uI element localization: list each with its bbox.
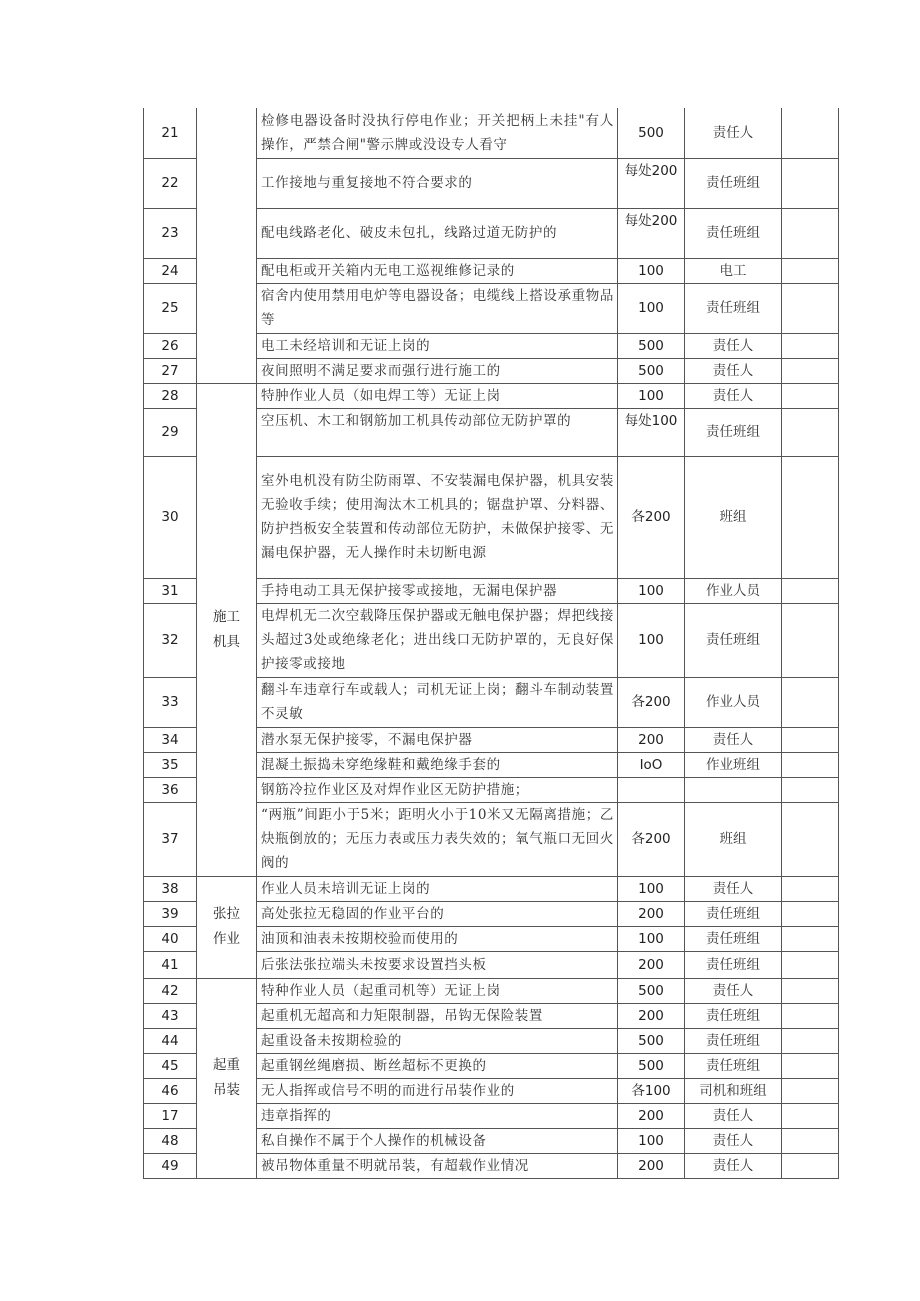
category-label: 张拉作业 — [213, 906, 240, 947]
remarks-cell — [782, 383, 839, 408]
responsible-party: 责任班组 — [685, 208, 782, 258]
row-number: 17 — [144, 1103, 197, 1128]
row-number: 38 — [144, 876, 197, 901]
violation-description: 高处张拉无稳固的作业平台的 — [257, 901, 618, 926]
responsible-party: 责任班组 — [685, 603, 782, 677]
remarks-cell — [782, 358, 839, 383]
penalty-amount: 200 — [618, 1103, 685, 1128]
remarks-cell — [782, 333, 839, 358]
row-number: 29 — [144, 408, 197, 456]
row-number: 45 — [144, 1053, 197, 1078]
penalty-amount: 每处200 — [618, 158, 685, 208]
violation-description: 起重机无超高和力矩限制器，吊钩无保险装置 — [257, 1003, 618, 1028]
table-row — [144, 876, 839, 901]
remarks-cell — [782, 777, 839, 802]
penalty-amount: 每处100 — [618, 408, 685, 456]
table-row — [144, 108, 839, 158]
penalty-amount — [618, 777, 685, 802]
violation-description: 起重钢丝绳磨损、断丝超标不更换的 — [257, 1053, 618, 1078]
row-number: 22 — [144, 158, 197, 208]
row-number: 46 — [144, 1078, 197, 1103]
violation-description: 宿舍内使用禁用电炉等电器设备；电缆线上搭设承重物品等 — [257, 283, 618, 333]
responsible-party: 责任班组 — [685, 1053, 782, 1078]
violation-description: 无人指挥或信号不明的而进行吊装作业的 — [257, 1078, 618, 1103]
violation-description: 潜水泵无保护接零，不漏电保护器 — [257, 727, 618, 752]
remarks-cell — [782, 1153, 839, 1178]
remarks-cell — [782, 1053, 839, 1078]
remarks-cell — [782, 727, 839, 752]
violation-description: 电焊机无二次空载降压保护器或无触电保护器；焊把线接头超过3处或绝缘老化；进出线口无防护罩的，无良好保护接零或接地 — [257, 603, 618, 677]
responsible-party: 责任人 — [685, 333, 782, 358]
row-number: 48 — [144, 1128, 197, 1153]
row-number: 42 — [144, 978, 197, 1003]
row-number: 26 — [144, 333, 197, 358]
violation-description: 起重设备未按期检验的 — [257, 1028, 618, 1053]
penalty-amount: 100 — [618, 283, 685, 333]
violation-description: 后张法张拉端头未按要求设置挡头板 — [257, 951, 618, 978]
violation-description: 被吊物体重量不明就吊装，有超载作业情况 — [257, 1153, 618, 1178]
remarks-cell — [782, 578, 839, 603]
violation-description: 翻斗车违章行车或载人；司机无证上岗；翻斗车制动装置不灵敏 — [257, 677, 618, 727]
row-number: 39 — [144, 901, 197, 926]
violation-description: 手持电动工具无保护接零或接地，无漏电保护器 — [257, 578, 618, 603]
row-number: 21 — [144, 108, 197, 158]
responsible-party: 责任班组 — [685, 901, 782, 926]
remarks-cell — [782, 603, 839, 677]
remarks-cell — [782, 926, 839, 951]
remarks-cell — [782, 1078, 839, 1103]
responsible-party: 责任人 — [685, 727, 782, 752]
violation-description: 特肿作业人员（如电焊工等）无证上岗 — [257, 383, 618, 408]
penalty-table — [143, 108, 839, 1179]
row-number: 27 — [144, 358, 197, 383]
penalty-amount: 100 — [618, 258, 685, 283]
row-number: 41 — [144, 951, 197, 978]
violation-description: 配电柜或开关箱内无电工巡视维修记录的 — [257, 258, 618, 283]
category-cell-tension — [197, 876, 257, 978]
responsible-party: 班组 — [685, 802, 782, 876]
row-number: 37 — [144, 802, 197, 876]
penalty-amount: 各200 — [618, 456, 685, 578]
remarks-cell — [782, 1003, 839, 1028]
row-number: 24 — [144, 258, 197, 283]
penalty-amount: 100 — [618, 926, 685, 951]
row-number: 32 — [144, 603, 197, 677]
violation-description: 违章指挥的 — [257, 1103, 618, 1128]
penalty-amount: 100 — [618, 578, 685, 603]
penalty-amount: 100 — [618, 383, 685, 408]
table-row — [144, 383, 839, 408]
remarks-cell — [782, 1028, 839, 1053]
responsible-party: 责任班组 — [685, 926, 782, 951]
violation-description: 电工未经培训和无证上岗的 — [257, 333, 618, 358]
responsible-party: 责任人 — [685, 1103, 782, 1128]
remarks-cell — [782, 978, 839, 1003]
responsible-party: 责任人 — [685, 1128, 782, 1153]
violation-description: 特种作业人员（起重司机等）无证上岗 — [257, 978, 618, 1003]
row-number: 31 — [144, 578, 197, 603]
remarks-cell — [782, 108, 839, 158]
category-label: 起重吊装 — [213, 1057, 240, 1098]
category-cell-tools — [197, 383, 257, 876]
penalty-amount: 200 — [618, 951, 685, 978]
violation-description: 油顶和油表未按期校验而使用的 — [257, 926, 618, 951]
penalty-amount: 500 — [618, 108, 685, 158]
penalty-amount: 200 — [618, 727, 685, 752]
responsible-party: 责任人 — [685, 876, 782, 901]
responsible-party: 责任人 — [685, 383, 782, 408]
responsible-party: 责任班组 — [685, 951, 782, 978]
penalty-amount: 各100 — [618, 1078, 685, 1103]
row-number: 30 — [144, 456, 197, 578]
table-row — [144, 978, 839, 1003]
penalty-amount: 500 — [618, 978, 685, 1003]
penalty-amount: 各200 — [618, 802, 685, 876]
violation-description: “两瓶”间距小于5米；距明火小于10米又无隔离措施；乙炔瓶倒放的；无压力表或压力表失效的；氧气瓶口无回火阀的 — [257, 802, 618, 876]
remarks-cell — [782, 1128, 839, 1153]
row-number: 40 — [144, 926, 197, 951]
violation-description: 作业人员未培训无证上岗的 — [257, 876, 618, 901]
penalty-amount: 500 — [618, 333, 685, 358]
remarks-cell — [782, 283, 839, 333]
remarks-cell — [782, 876, 839, 901]
responsible-party: 班组 — [685, 456, 782, 578]
row-number: 35 — [144, 752, 197, 777]
violation-description: 检修电器设备时没执行停电作业；开关把柄上未挂"有人操作，严禁合闸"警示牌或没设专人看守 — [257, 108, 618, 158]
row-number: 28 — [144, 383, 197, 408]
violation-description: 配电线路老化、破皮未包扎，线路过道无防护的 — [257, 208, 618, 258]
row-number: 36 — [144, 777, 197, 802]
category-cell-lifting — [197, 978, 257, 1178]
penalty-amount: 500 — [618, 1028, 685, 1053]
row-number: 49 — [144, 1153, 197, 1178]
remarks-cell — [782, 752, 839, 777]
violation-description: 私自操作不属于个人操作的机械设备 — [257, 1128, 618, 1153]
violation-description: 夜间照明不满足要求而强行进行施工的 — [257, 358, 618, 383]
responsible-party: 电工 — [685, 258, 782, 283]
row-number: 25 — [144, 283, 197, 333]
remarks-cell — [782, 677, 839, 727]
penalty-amount: 100 — [618, 876, 685, 901]
remarks-cell — [782, 456, 839, 578]
remarks-cell — [782, 802, 839, 876]
remarks-cell — [782, 901, 839, 926]
remarks-cell — [782, 158, 839, 208]
violation-description: 钢筋冷拉作业区及对焊作业区无防护措施； — [257, 777, 618, 802]
responsible-party: 责任人 — [685, 108, 782, 158]
responsible-party: 司机和班组 — [685, 1078, 782, 1103]
responsible-party: 责任班组 — [685, 1003, 782, 1028]
responsible-party: 作业人员 — [685, 677, 782, 727]
responsible-party: 责任班组 — [685, 1028, 782, 1053]
row-number: 23 — [144, 208, 197, 258]
responsible-party — [685, 777, 782, 802]
penalty-amount: 200 — [618, 1003, 685, 1028]
penalty-amount: 每处200 — [618, 208, 685, 258]
responsible-party: 责任人 — [685, 358, 782, 383]
violation-description: 混凝土振捣未穿绝缘鞋和戴绝缘手套的 — [257, 752, 618, 777]
penalty-amount: 各200 — [618, 677, 685, 727]
responsible-party: 作业人员 — [685, 578, 782, 603]
responsible-party: 作业班组 — [685, 752, 782, 777]
penalty-amount: 200 — [618, 1153, 685, 1178]
responsible-party: 责任班组 — [685, 408, 782, 456]
row-number: 44 — [144, 1028, 197, 1053]
remarks-cell — [782, 408, 839, 456]
responsible-party: 责任人 — [685, 978, 782, 1003]
remarks-cell — [782, 258, 839, 283]
violation-description: 室外电机没有防尘防雨罩、不安装漏电保护器，机具安装无验收手续；使用淘汰木工机具的；锯盘护罩、分料器、防护挡板安全装置和传动部位无防护，未做保护接零、无漏电保护器，无人操作时未切断电源 — [257, 456, 618, 578]
category-cell-electrical — [197, 108, 257, 383]
category-label: 施工机具 — [213, 608, 240, 650]
responsible-party: 责任班组 — [685, 158, 782, 208]
penalty-amount: IoO — [618, 752, 685, 777]
remarks-cell — [782, 951, 839, 978]
violation-description: 工作接地与重复接地不符合要求的 — [257, 158, 618, 208]
penalty-amount: 500 — [618, 358, 685, 383]
row-number: 34 — [144, 727, 197, 752]
row-number: 43 — [144, 1003, 197, 1028]
penalty-amount: 500 — [618, 1053, 685, 1078]
penalty-amount: 100 — [618, 1128, 685, 1153]
responsible-party: 责任人 — [685, 1153, 782, 1178]
violation-description: 空压机、木工和钢筋加工机具传动部位无防护罩的 — [257, 408, 618, 456]
row-number: 33 — [144, 677, 197, 727]
responsible-party: 责任班组 — [685, 283, 782, 333]
penalty-amount: 200 — [618, 901, 685, 926]
remarks-cell — [782, 208, 839, 258]
penalty-amount: 100 — [618, 603, 685, 677]
remarks-cell — [782, 1103, 839, 1128]
